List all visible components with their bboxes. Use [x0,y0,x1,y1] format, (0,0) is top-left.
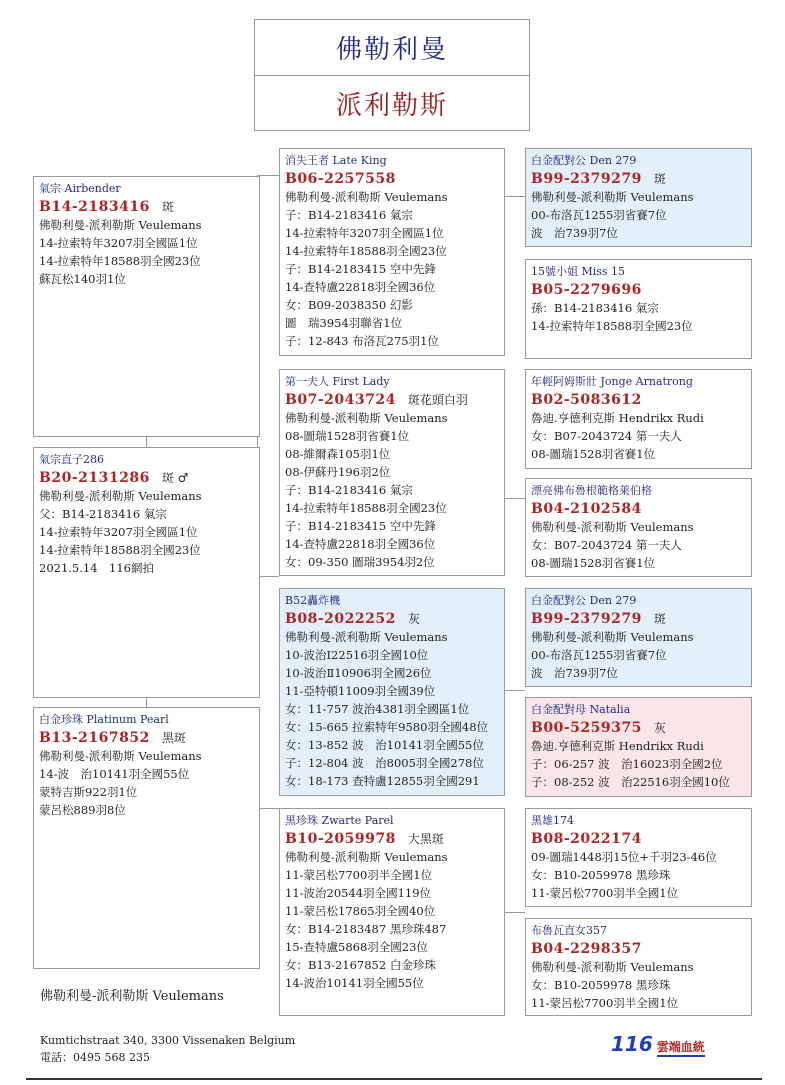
detail-line: 08-圖瑞1528羽省賽1位 [531,447,656,461]
detail-line: 14-拉索特年3207羽全國區1位 [39,525,198,539]
pigeon-color: 黑斑 [161,731,186,745]
connector [505,196,525,197]
detail-line: 子：B14-2183416 氣宗 [285,483,413,497]
ring-number: B20-2131286 [39,470,150,486]
connector [257,175,279,176]
pigeon-color: 斑 ♂ [161,471,189,485]
detail-line: 孫：B14-2183416 氣宗 [531,301,659,315]
detail-line: 女：B07-2043724 第一夫人 [531,429,682,443]
breeder-title-line2: 派利勒斯 [335,91,448,121]
pigeon-color: 斑 [161,200,174,214]
detail-line: 14-拉索特年18588羽全國23位 [285,501,447,515]
pigeon-color: 斑花頭白羽 [407,393,468,407]
detail-line: 女：B10-2059978 黑珍珠 [531,868,671,882]
pigeon-name: 15號小姐 Miss 15 [531,265,626,278]
card-dam-dam [525,478,752,577]
card-sire-sire [525,148,752,247]
detail-line: 08-維爾森105羽1位 [285,447,391,461]
footer-phone: 電話：0495 568 235 [40,1051,150,1064]
connector [257,576,279,577]
detail-line: 佛勒利曼-派利勒斯 Veulemans [531,960,694,974]
detail-line: 11-蒙呂松17865羽全國40位 [285,904,436,918]
ring-number: B10-2059978 [285,831,396,847]
ring-number: B00-5259375 [531,720,642,736]
pigeon-color: 大黑斑 [407,832,444,846]
detail-line: 佛勒利曼-派利勒斯 Veulemans [285,850,448,864]
detail-line: 魯迪.亨德利克斯 Hendrikx Rudi [531,739,704,753]
detail-line: 00-布洛瓦1255羽省賽7位 [531,208,667,222]
ring-number: B06-2257558 [285,171,396,187]
detail-line: 女：B10-2059978 黑珍珠 [531,978,671,992]
detail-line: 魯迪.亨德利克斯 Hendrikx Rudi [531,411,704,425]
detail-line: 14-拉索特年18588羽全國23位 [285,244,447,258]
detail-line: 佛勒利曼-派利勒斯 Veulemans [531,520,694,534]
ring-number: B99-2379279 [531,611,642,627]
card-dam-sire [525,369,752,469]
breeder-title-line1: 佛勒利曼 [255,20,529,76]
detail-line: 14-拉索特年3207羽全國區1位 [285,226,444,240]
logo-text: 雲端血統 [657,1038,705,1057]
card-subject [33,176,260,437]
breeder-title-box [254,19,530,131]
detail-line: 女：09-350 圖瑞3954羽2位 [285,555,435,569]
pigeon-name: 黑雄174 [531,814,574,827]
detail-line: 子：12-804 波 治8005羽全國278位 [285,756,484,770]
detail-line: 11-蒙呂松7700羽半全國1位 [531,996,679,1010]
detail-line: 蒙特吉斯922羽1位 [39,785,138,799]
detail-line: 波 治739羽7位 [531,666,618,680]
footer-breeder-name: 佛勒利曼-派利勒斯 Veulemans [40,989,224,1004]
detail-line: 11-波治20544羽全國119位 [285,886,432,900]
card-sire-dam [525,259,752,359]
detail-line: 14-查特盧22818羽全國36位 [285,280,436,294]
ring-number: B02-5083612 [531,392,642,408]
ring-number: B99-2379279 [531,171,642,187]
detail-line: 14-拉索特年18588羽全國23位 [39,543,201,557]
detail-line: 女：B13-2167852 白金珍珠 [285,958,436,972]
detail-line: 父：B14-2183416 氣宗 [39,507,167,521]
pigeon-color: 灰 [653,721,666,735]
card-b52 [279,588,505,796]
connector [505,498,525,499]
ring-number: B07-2043724 [285,392,396,408]
detail-line: 2021.5.14 116網拍 [39,561,154,575]
detail-line: 女：B07-2043724 第一夫人 [531,538,682,552]
detail-line: 女：B09-2038350 幻影 [285,298,413,312]
detail-line: 子：08-252 波 治22516羽全國10位 [531,775,730,789]
detail-line: 蘇瓦松140羽1位 [39,272,126,286]
detail-line: 11-蒙呂松7700羽半全國1位 [531,886,679,900]
card-offspring [33,447,260,698]
pigeon-color: 斑 [653,172,666,186]
pigeon-name: 白金珍珠 Platinum Pearl [39,713,169,726]
pigeon-color: 斑 [653,612,666,626]
detail-line: 14-拉索特年18588羽全國23位 [39,254,201,268]
detail-line: 女：18-173 查特盧12855羽全國291 [285,774,480,788]
detail-line: 09-圖瑞1448羽15位+千羽23-46位 [531,850,717,864]
detail-line: 子：06-257 波 治16023羽全國2位 [531,757,723,771]
detail-line: 15-查特盧5868羽全國23位 [285,940,428,954]
card-b52-dam [525,697,752,797]
detail-line: 佛勒利曼-派利勒斯 Veulemans [39,749,202,763]
pigeon-name: 第一夫人 First Lady [285,375,390,388]
detail-line: 女：11-757 波治4381羽全國區1位 [285,702,470,716]
detail-line: 佛勒利曼-派利勒斯 Veulemans [39,489,202,503]
card-b52-sire [525,588,752,687]
detail-line: 11-蒙呂松7700羽半全國1位 [285,868,433,882]
detail-line: 佛勒利曼-派利勒斯 Veulemans [531,630,694,644]
ring-number: B05-2279696 [531,282,642,298]
detail-line: 蒙呂松889羽8位 [39,803,126,817]
detail-line: 女：15-665 拉索特年9580羽全國48位 [285,720,489,734]
ring-number: B04-2298357 [531,941,642,957]
detail-line: 佛勒利曼-派利勒斯 Veulemans [285,630,448,644]
pigeon-name: 白金配對母 Natalia [531,703,631,716]
connector [505,690,525,691]
pigeon-name: B52轟炸機 [285,594,341,607]
detail-line: 波 治739羽7位 [531,226,618,240]
pigeon-color: 灰 [407,612,420,626]
footer-contact [40,1032,295,1066]
connector [505,912,525,913]
detail-line: 08-圖瑞1528羽省賽1位 [285,429,410,443]
detail-line: 子：B14-2183415 空中先鋒 [285,262,436,276]
detail-line: 08-圖瑞1528羽省賽1位 [531,556,656,570]
bottom-divider [26,1078,762,1080]
detail-line: 14-拉索特年3207羽全國區1位 [39,236,198,250]
detail-line: 子：B14-2183415 空中先鋒 [285,519,436,533]
ring-number: B04-2102584 [531,501,642,517]
pigeon-name: 年輕阿姆斯壯 Jonge Arnatrong [531,375,693,388]
detail-line: 佛勒利曼-派利勒斯 Veulemans [285,190,448,204]
connector [257,808,279,809]
detail-line: 10-波治Ⅱ10906羽全國26位 [285,666,432,680]
pigeon-name: 白金配對公 Den 279 [531,594,637,607]
pigeon-name: 白金配對公 Den 279 [531,154,637,167]
logo [611,1032,705,1057]
detail-line: 14-波 治10141羽全國55位 [39,767,190,781]
ring-number: B13-2167852 [39,730,150,746]
pigeon-name: 氣宗直子286 [39,453,104,466]
footer-address: Kumtichstraat 340, 3300 Vissenaken Belgium [40,1034,296,1047]
detail-line: 圖 瑞3954羽聯省1位 [285,316,403,330]
detail-line: 女：B14-2183487 黑珍珠487 [285,922,447,936]
detail-line: 08-伊蘇丹196羽2位 [285,465,391,479]
detail-line: 14-拉索特年18588羽全國23位 [531,319,693,333]
card-dam [279,369,505,576]
connector [146,697,147,707]
pigeon-name: 漂亮佛布魯根範格萊伯格 [531,484,652,497]
card-sire [279,148,505,356]
detail-line: 佛勒利曼-派利勒斯 Veulemans [531,190,694,204]
card-zwarte-sire [525,808,752,907]
pigeon-name: 氣宗 Airbender [39,182,121,195]
detail-line: 14-查特盧22818羽全國36位 [285,537,436,551]
detail-line: 女：13-852 波 治10141羽全國55位 [285,738,484,752]
detail-line: 佛勒利曼-派利勒斯 Veulemans [285,411,448,425]
detail-line: 11-亞特頓11009羽全國39位 [285,684,436,698]
card-zwarte-dam [525,918,752,1016]
detail-line: 佛勒利曼-派利勒斯 Veulemans [39,218,202,232]
ring-number: B08-2022174 [531,831,642,847]
pigeon-name: 黑珍珠 Zwarte Parel [285,814,394,827]
logo-number: 116 [611,1032,653,1056]
ring-number: B08-2022252 [285,611,396,627]
ring-number: B14-2183416 [39,199,150,215]
detail-line: 子：12-843 布洛瓦275羽1位 [285,334,439,348]
pigeon-name: 布魯瓦直女357 [531,924,607,937]
card-platinum-pearl [33,707,260,969]
detail-line: 10-波治Ⅰ22516羽全國10位 [285,648,429,662]
card-zwarte-parel [279,808,505,1016]
detail-line: 14-波治10141羽全國55位 [285,976,424,990]
detail-line: 子：B14-2183416 氣宗 [285,208,413,222]
pigeon-name: 消失王者 Late King [285,154,387,167]
detail-line: 00-布洛瓦1255羽省賽7位 [531,648,667,662]
